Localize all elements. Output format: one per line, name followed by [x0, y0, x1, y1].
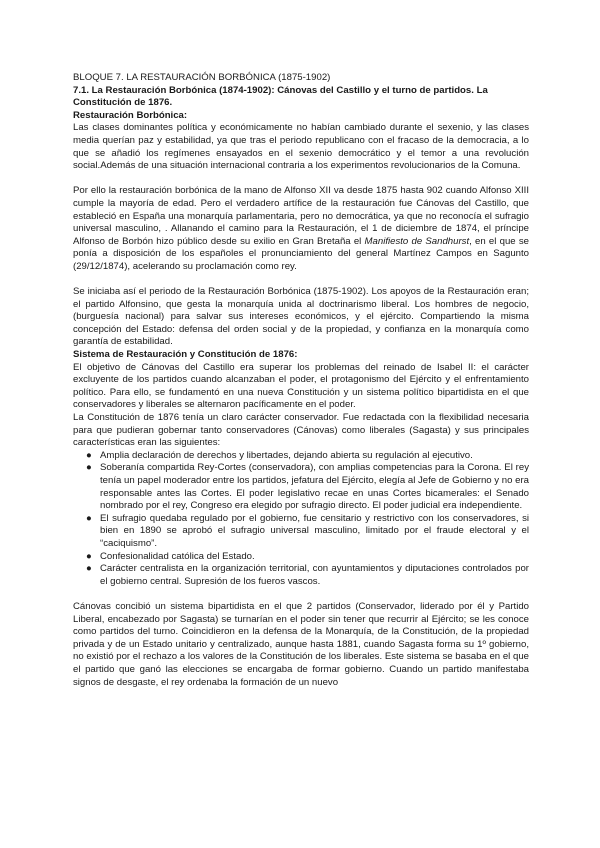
list-item	[73, 462, 529, 512]
list-item	[73, 450, 529, 463]
list-item-text: El sufragio quedaba regulado por el gobierno, fue censitario y restrictivo con los conservadores, si bien en 1890 se aprobó el sufragio universal masculino, limitado por el fraude electoral y el “caciquismo”.	[100, 512, 529, 549]
bullet-icon: ●	[86, 563, 92, 575]
list-item	[73, 513, 529, 551]
subheading-sistema: Sistema de Restauración y Constitución de 1876:	[73, 349, 298, 361]
list-item	[73, 551, 529, 564]
block-title: BLOQUE 7. LA RESTAURACIÓN BORBÓNICA (1875-1902)	[73, 72, 331, 83]
paragraph-6: Cánovas concibió un sistema bipartidista en el que 2 partidos (Conservador, liderado por él y Partido Liberal, encabezado por Sagasta) se turnarían en el poder sin tener que recurrir al Ejército; se les conoce como partidos del turno. Coincidieron en la defensa de la Monarquía, de la Constitución, de la propiedad privada y de un Estado unitario y centralizado, aunque hasta 1881, cuando Sagasta forma su 1º gobierno, no existió por el rechazo a los valores de la Constitución de los liberales. Este sistema se basaba en el que el partido que ganó las elecciones se encargaba de formar gobierno. Cuando un partido manifestaba signos de desgaste, el rey ordenaba la formación de un nuevo	[73, 600, 529, 688]
bullet-icon: ●	[86, 462, 92, 474]
manifiesto-title: Manifiesto de Sandhurst	[364, 235, 470, 247]
paragraph-1: Las clases dominantes política y económicamente no habían cambiado durante el sexenio, y las clases media querían paz y estabilidad, ya que tras el periodo republicano con el fracaso de la democracia, a lo que se añadió los regímenes ensayados en el sexenio democrático y el temor a una revolución social.Además de una situación internacional contraria a los experimentos revolucionarios de la Comuna.	[73, 122, 529, 172]
list-item-text: Amplia declaración de derechos y libertades, dejando abierta su regulación al ejecutivo.	[100, 449, 473, 461]
list-item-text: Confesionalidad católica del Estado.	[100, 550, 255, 562]
spacer	[73, 588, 529, 601]
paragraph-3: Se iniciaba así el periodo de la Restauración Borbónica (1875-1902). Los apoyos de la Restauración eran; el partido Alfonsino, que gesta la monarquía unida al doctrinarismo liberal. Los hombres de negocio, (burguesía nacional) para salvar sus intereses económicos, y el ejército. Compartiendo la misma concepción del Estado: defensa del orden social y de la propiedad, y confianza en la monarquía como garantía de estabilidad.	[73, 286, 529, 348]
list-item-text: Carácter centralista en la organización territorial, con ayuntamientos y diputaciones controlados por el gobierno central. Supresión de los fueros vascos.	[100, 563, 529, 587]
section-title: 7.1. La Restauración Borbónica (1874-1902): Cánovas del Castillo y el turno de partidos. La Constitución de 1876.	[73, 84, 488, 109]
paragraph-2-text-a: Por ello la restauración borbónica de la mano de Alfonso XII va desde 1875 hasta 902 cuando Alfonso XIII cumple la mayoría de edad. Pero el verdadero artífice de la restauración fue Cánovas del Castillo, que estableció en España una monarquía parlamentaria, pero no democrática, ya que no reconocía el sufragio universal masculino, . Allanando el camino para la Restauración, el 1 de diciembre de 1874, el príncipe Alfonso de Borbón hizo público desde su exilio en Gran Bretaña el	[73, 185, 529, 247]
bullet-icon: ●	[86, 550, 92, 562]
spacer	[73, 173, 529, 186]
spacer	[73, 274, 529, 287]
list-item-text: Soberanía compartida Rey-Cortes (conservadora), con amplias competencias para la Corona. El rey tenía un papel moderador entre los partidos, jefatura del Ejército, elegía al Jefe de Gobierno y no era responsable antes las Cortes. El poder legislativo recae en unas Cortes bicamerales: el Senado nombrado por el rey, Congreso era elegido por sufragio directo. El poder judicial era independiente.	[100, 462, 529, 512]
paragraph-5: La Constitución de 1876 tenía un claro carácter conservador. Fue redactada con la flexibilidad necesaria para que pudieran gobernar tanto conservadores (Cánovas) como liberales (Sagasta) y sus principales características eran las siguientes:	[73, 412, 529, 449]
paragraph-4: El objetivo de Cánovas del Castillo era superar los problemas del reinado de Isabel II: el carácter excluyente de los partidos cuando alcanzaban el poder, el protagonismo del Ejército y el enfrentamiento político. Para ello, se fundamentó en una nueva Constitución y un sistema político bipartidista en el que conservadores y liberales se alternaron pacíficamente en el poder.	[73, 361, 529, 411]
bullet-icon: ●	[86, 512, 92, 524]
bullet-icon: ●	[86, 449, 92, 461]
paragraph-2	[73, 185, 529, 273]
list-item	[73, 563, 529, 588]
paragraph-2-text-b: , en el que se ponía a disposición de los españoles el pronunciamiento del general Martínez Campos en Sagunto (29/12/1874), acelerando su proclamación como rey.	[73, 235, 529, 272]
document-page	[73, 72, 529, 689]
subheading-restauracion: Restauración Borbónica:	[73, 109, 188, 121]
characteristics-list	[73, 450, 529, 589]
